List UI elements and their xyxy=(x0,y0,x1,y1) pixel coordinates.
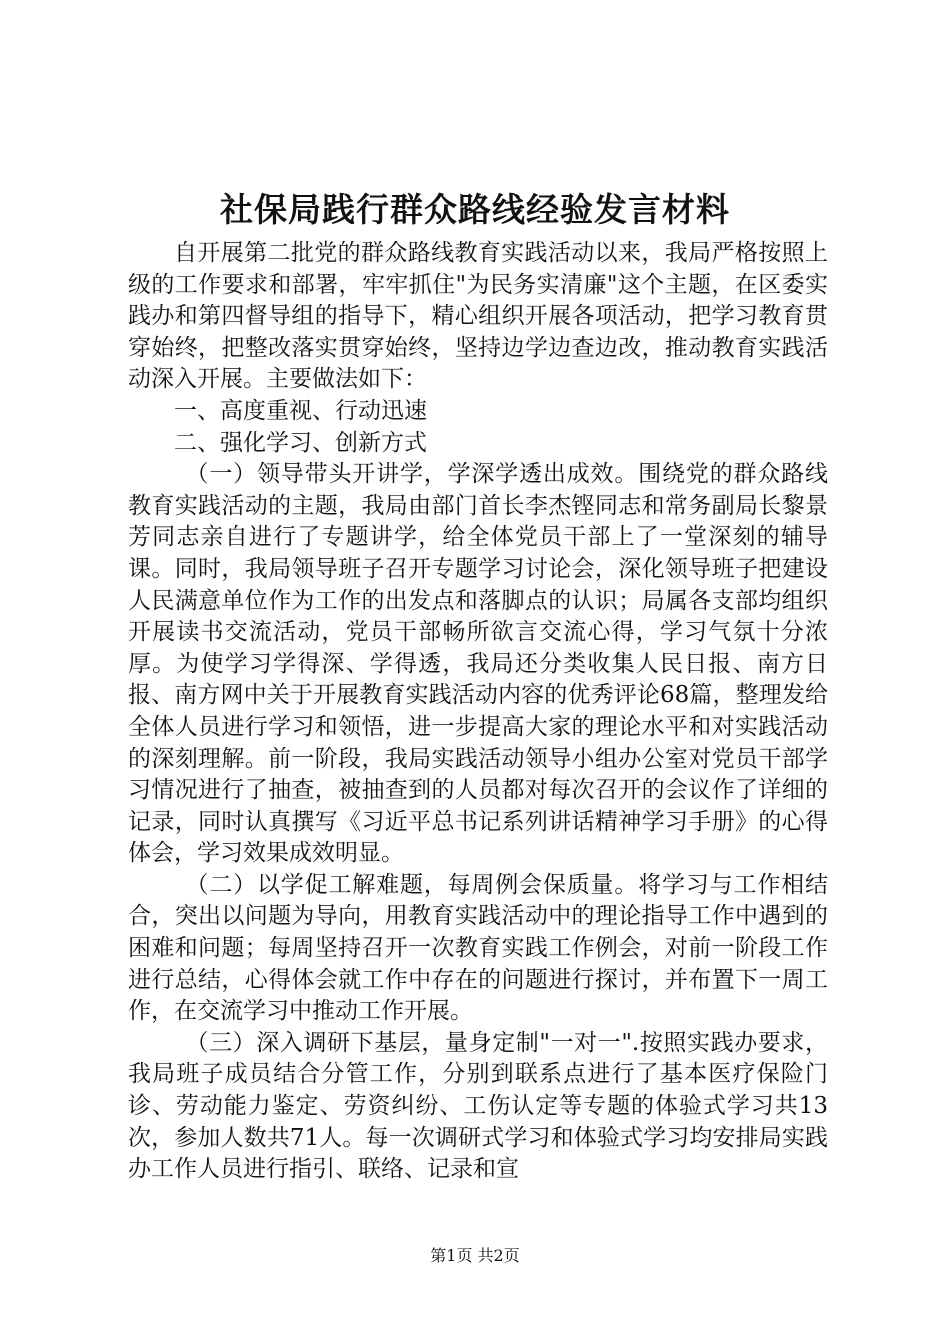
section-heading-2: 二、强化学习、创新方式 xyxy=(174,429,427,456)
intro-paragraph: 自开展第二批党的群众路线教育实践活动以来，我局严格按照上级的工作要求和部署，牢牢抓住"为民务实清廉"这个主题，在区委实践办和第四督导组的指导下，精心组织开展各项活动，把学习教育贯穿始终，把整改落实贯穿始终，坚持边学边查边改，推动教育实践活动深入开展。主要做法如下： xyxy=(128,240,828,393)
subsection-paragraph-3: （三）深入调研下基层，量身定制"一对一".按照实践办要求，我局班子成员结合分管工作，分别到联系点进行了基本医疗保险门诊、劳动能力鉴定、劳资纠纷、工伤认定等专题的体验式学习共13次，参加人数共71人。每一次调研式学习和体验式学习均安排局实践办工作人员进行指引、联络、记录和宣 xyxy=(128,1029,828,1183)
section-heading-1: 一、高度重视、行动迅速 xyxy=(174,397,427,424)
subsection-paragraph-2: （二）以学促工解难题，每周例会保质量。将学习与工作相结合，突出以问题为导向，用教育实践活动中的理论指导工作中遇到的困难和问题；每周坚持召开一次教育实践工作例会，对前一阶段工作进行总结，心得体会就工作中存在的问题进行探讨，并布置下一周工作，在交流学习中推动工作开展。 xyxy=(128,871,828,1025)
page-footer: 第1页 共2页 xyxy=(430,1246,520,1265)
document-body xyxy=(128,238,828,1186)
document-title: 社保局践行群众路线经验发言材料 xyxy=(220,190,730,229)
subsection-paragraph-1: （一）领导带头开讲学，学深学透出成效。围绕党的群众路线教育实践活动的主题，我局由部门首长李杰铿同志和常务副局长黎景芳同志亲自进行了专题讲学，给全体党员干部上了一堂深刻的辅导课。同时，我局领导班子召开专题学习讨论会，深化领导班子把建设人民满意单位作为工作的出发点和落脚点的认识；局属各支部均组织开展读书交流活动，党员干部畅所欲言交流心得，学习气氛十分浓厚。为使学习学得深、学得透，我局还分类收集人民日报、南方日报、南方网中关于开展教育实践活动内容的优秀评论68篇，整理发给全体人员进行学习和领悟，进一步提高大家的理论水平和对实践活动的深刻理解。前一阶段，我局实践活动领导小组办公室对党员干部学习情况进行了抽查，被抽查到的人员都对每次召开的会议作了详细的记录，同时认真撰写《习近平总书记系列讲话精神学习手册》的心得体会，学习效果成效明显。 xyxy=(128,461,828,867)
